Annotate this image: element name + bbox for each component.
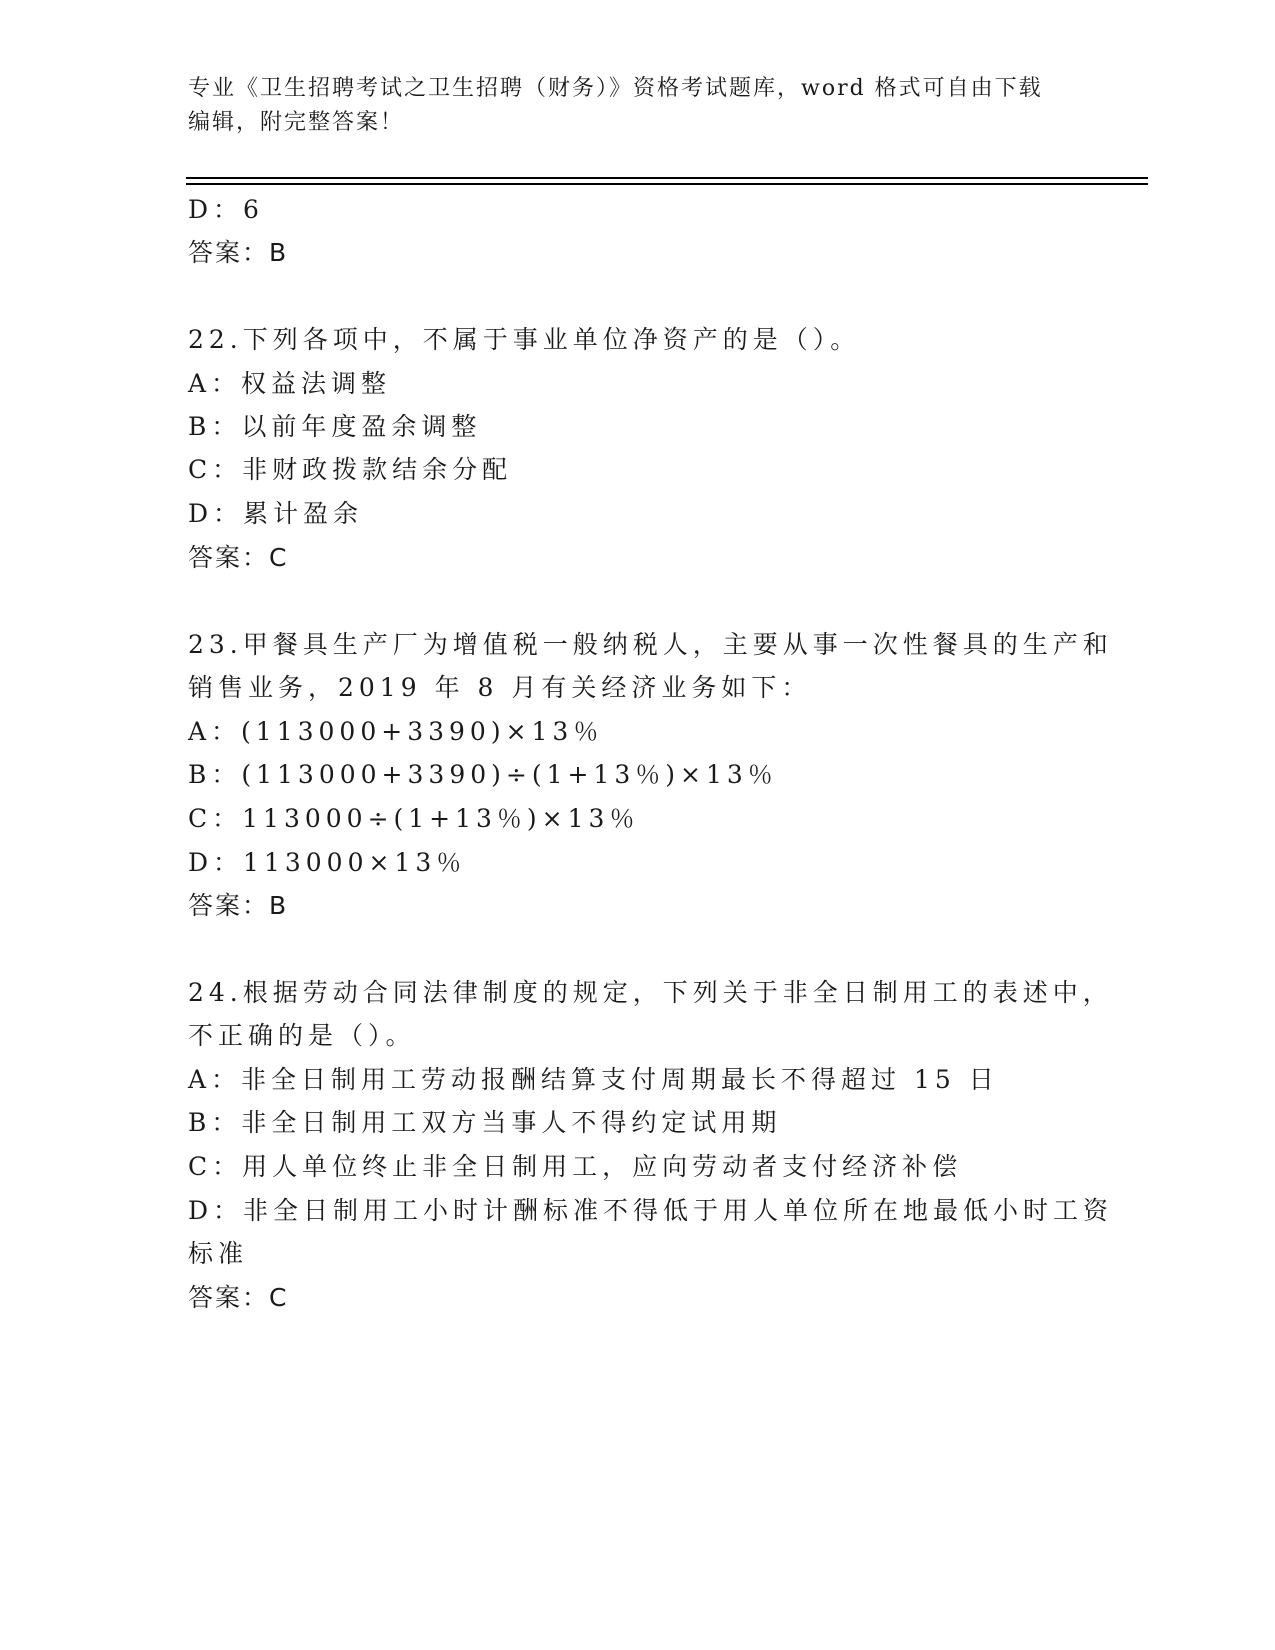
q24-option-d-continued: 标准 — [188, 1239, 249, 1268]
q24-option-b: B：非全日制用工双方当事人不得约定试用期 — [188, 1108, 782, 1137]
prev-option-d: D：6 — [188, 195, 264, 224]
q23-option-b: B：(113000+3390)÷(1+13％)×13％ — [188, 760, 778, 789]
header-rule-top — [186, 177, 1148, 179]
q24-option-d: D：非全日制用工小时计酬标准不得低于用人单位所在地最低小时工资 — [188, 1196, 1114, 1225]
q22-stem: 22.下列各项中，不属于事业单位净资产的是（）。 — [188, 325, 861, 354]
q22-option-d: D：累计盈余 — [188, 499, 364, 528]
q23-option-d: D：113000×13％ — [188, 848, 467, 877]
header-line-1: 专业《卫生招聘考试之卫生招聘（财务）》资格考试题库，word 格式可自由下载 — [188, 76, 1043, 101]
q22-answer: 答案：C — [188, 543, 289, 572]
q24-stem-line-1: 24.根据劳动合同法律制度的规定，下列关于非全日制用工的表述中， — [188, 978, 1113, 1007]
q23-stem-line-1: 23.甲餐具生产厂为增值税一般纳税人，主要从事一次性餐具的生产和 — [188, 630, 1113, 659]
page-header — [188, 72, 1088, 140]
header-rule-bottom — [186, 183, 1148, 185]
q22-option-a: A：权益法调整 — [188, 369, 392, 398]
q22-option-b: B：以前年度盈余调整 — [188, 412, 482, 441]
q24-option-a: A：非全日制用工劳动报酬结算支付周期最长不得超过 15 日 — [188, 1065, 999, 1094]
q22-option-c: C：非财政拨款结余分配 — [188, 455, 513, 484]
q23-option-c: C：113000÷(1+13％)×13％ — [188, 804, 640, 833]
prev-answer: 答案：B — [188, 238, 289, 267]
q24-stem-line-2: 不正确的是（）。 — [188, 1021, 416, 1050]
q23-answer: 答案：B — [188, 891, 289, 920]
q23-option-a: A：(113000+3390)×13％ — [188, 717, 604, 746]
header-line-2: 编辑，附完整答案！ — [188, 110, 405, 135]
q24-option-c: C：用人单位终止非全日制用工，应向劳动者支付经济补偿 — [188, 1152, 963, 1181]
q24-answer: 答案：C — [188, 1283, 289, 1312]
q23-stem-line-2: 销售业务，2019 年 8 月有关经济业务如下： — [188, 673, 812, 702]
